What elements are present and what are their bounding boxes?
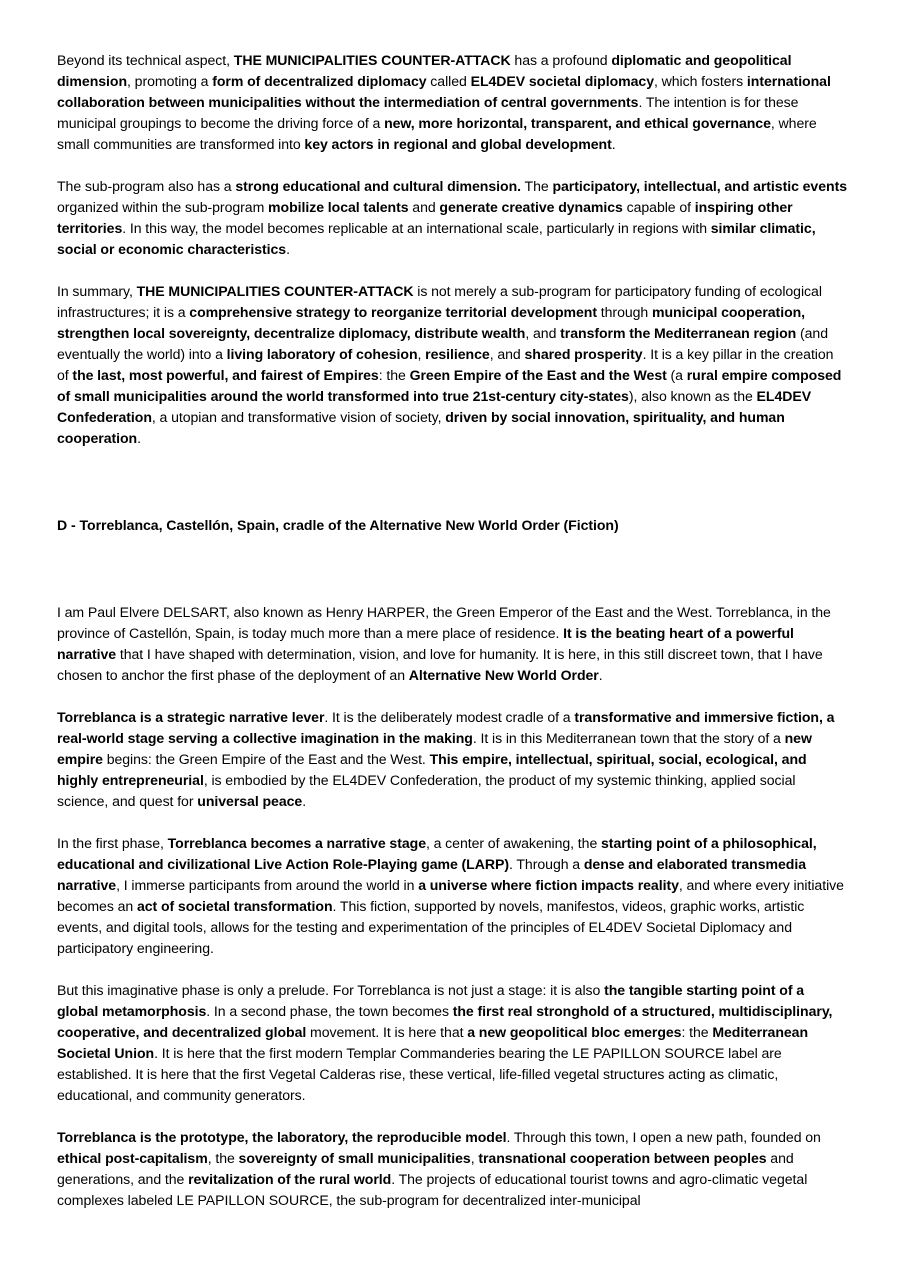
text-run: , bbox=[417, 346, 426, 362]
text-run: In the first phase, bbox=[57, 835, 168, 851]
emphasis-run: starting point of a philosophical, educational and civilizational Live Action Role-Playing game (LARP) bbox=[57, 835, 817, 872]
paragraph-diplomatic-dimension bbox=[57, 50, 848, 155]
text-run: through bbox=[597, 304, 652, 320]
text-run: . It is in this Mediterranean town that the story of a bbox=[472, 730, 785, 746]
emphasis-run: international collaboration between municipalities without the intermediation of central governments bbox=[57, 73, 831, 110]
spacer-after-section-heading bbox=[57, 536, 848, 602]
text-run: , and bbox=[525, 325, 561, 341]
text-run: . Through this town, I open a new path, founded on bbox=[506, 1129, 821, 1145]
text-run: , a utopian and transformative vision of society, bbox=[151, 409, 446, 425]
document-body bbox=[57, 50, 848, 1211]
emphasis-run: living laboratory of cohesion bbox=[226, 346, 418, 362]
emphasis-run: transformative and immersive fiction, a real-world stage serving a collective imagination in the making bbox=[57, 709, 835, 746]
text-run: begins: the Green Empire of the East and the West. bbox=[102, 751, 430, 767]
emphasis-run: Torreblanca becomes a narrative stage bbox=[167, 835, 426, 851]
emphasis-run: THE MUNICIPALITIES COUNTER-ATTACK bbox=[136, 283, 414, 299]
emphasis-run: mobilize local talents bbox=[268, 199, 409, 215]
text-run: But this imaginative phase is only a prelude. For Torreblanca is not just a stage: it is also bbox=[57, 982, 605, 998]
emphasis-run: comprehensive strategy to reorganize territorial development bbox=[189, 304, 597, 320]
text-run: , the bbox=[207, 1150, 239, 1166]
emphasis-run: dense and elaborated transmedia narrative bbox=[57, 856, 807, 893]
emphasis-run: generate creative dynamics bbox=[439, 199, 623, 215]
text-run: , where small communities are transformed into bbox=[57, 115, 817, 152]
text-run: . bbox=[611, 136, 616, 152]
emphasis-run: This empire, intellectual, spiritual, social, ecological, and highly entrepreneurial bbox=[57, 751, 807, 788]
text-run: ), also known as the bbox=[628, 388, 757, 404]
emphasis-run: shared prosperity bbox=[524, 346, 643, 362]
emphasis-run: a new geopolitical bloc emerges bbox=[467, 1024, 682, 1040]
emphasis-run: similar climatic, social or economic characteristics bbox=[57, 220, 816, 257]
emphasis-run: universal peace bbox=[197, 793, 303, 809]
emphasis-run: the tangible starting point of a global metamorphosis bbox=[57, 982, 805, 1019]
text-run: I am Paul Elvere DELSART, also known as Henry HARPER, the Green Emperor of the East and the West. Torreblanca, in the province of Castellón, Spain, is today much more than a mere place of residence. bbox=[57, 604, 831, 641]
text-run: . It is here that the first modern Templar Commanderies bearing the LE PAPILLON SOURCE label are established. It is here that the first Vegetal Calderas rise, these vertical, life-filled vegetal structures acting as climatic, educational, and community generators. bbox=[57, 1045, 782, 1103]
text-run: , promoting a bbox=[127, 73, 213, 89]
text-run: . The intention is for these municipal groupings to become the driving force of a bbox=[57, 94, 799, 131]
paragraph-paul-elvere-delsart bbox=[57, 602, 848, 686]
emphasis-run: ethical post-capitalism bbox=[57, 1150, 208, 1166]
emphasis-run: Torreblanca is the prototype, the laboratory, the reproducible model bbox=[57, 1129, 507, 1145]
text-run: In summary, bbox=[57, 283, 137, 299]
emphasis-run: the last, most powerful, and fairest of Empires bbox=[72, 367, 379, 383]
emphasis-run: key actors in regional and global development bbox=[304, 136, 612, 152]
text-run: (a bbox=[666, 367, 687, 383]
text-run: is not merely a sub-program for participatory funding of ecological infrastructures; it is a bbox=[57, 283, 822, 320]
emphasis-run: resilience bbox=[425, 346, 490, 362]
text-run: that I have shaped with determination, vision, and love for humanity. It is here, in this still discreet town, that I have chosen to anchor the first phase of the deployment of an bbox=[57, 646, 823, 683]
emphasis-run: strong educational and cultural dimension. bbox=[235, 178, 522, 194]
text-run: , which fosters bbox=[654, 73, 747, 89]
emphasis-run: participatory, intellectual, and artistic events bbox=[552, 178, 848, 194]
emphasis-run: the first real stronghold of a structured, multidisciplinary, cooperative, and decentralized global bbox=[57, 1003, 833, 1040]
emphasis-run: rural empire composed of small municipalities around the world transformed into true 21st-century city-states bbox=[57, 367, 842, 404]
text-run: capable of bbox=[622, 199, 695, 215]
text-run: called bbox=[426, 73, 471, 89]
emphasis-run: Alternative New World Order bbox=[408, 667, 599, 683]
text-run: . This fiction, supported by novels, manifestos, videos, graphic works, artistic events, and digital tools, allows for the testing and experimentation of the principles of EL4DEV Societal Diplomacy and participatory engineering. bbox=[57, 898, 805, 956]
emphasis-run: EL4DEV Confederation bbox=[57, 388, 812, 425]
paragraph-summary-strategy bbox=[57, 281, 848, 449]
paragraph-strategic-narrative-lever bbox=[57, 707, 848, 812]
emphasis-run: Torreblanca is a strategic narrative lever bbox=[57, 709, 325, 725]
emphasis-run: driven by social innovation, spirituality, and human cooperation bbox=[57, 409, 785, 446]
text-run: . Through a bbox=[509, 856, 584, 872]
text-run: : the bbox=[681, 1024, 713, 1040]
text-run: , is embodied by the EL4DEV Confederation, the product of my systemic thinking, applied social science, and quest for bbox=[57, 772, 796, 809]
emphasis-run: diplomatic and geopolitical dimension bbox=[57, 52, 792, 89]
paragraph-first-phase-larp bbox=[57, 833, 848, 959]
text-run: , and bbox=[489, 346, 525, 362]
paragraph-global-metamorphosis bbox=[57, 980, 848, 1106]
text-run: Beyond its technical aspect, bbox=[57, 52, 234, 68]
emphasis-run: transnational cooperation between peoples bbox=[478, 1150, 767, 1166]
emphasis-run: inspiring other territories bbox=[57, 199, 793, 236]
text-run: . In this way, the model becomes replicable at an international scale, particularly in regions with bbox=[122, 220, 711, 236]
text-run: The sub-program also has a bbox=[57, 178, 236, 194]
paragraph-prototype-laboratory bbox=[57, 1127, 848, 1211]
emphasis-run: revitalization of the rural world bbox=[188, 1171, 392, 1187]
emphasis-run: municipal cooperation, strengthen local sovereignty, decentralize diplomacy, distribute wealth bbox=[57, 304, 806, 341]
emphasis-run: THE MUNICIPALITIES COUNTER-ATTACK bbox=[233, 52, 511, 68]
text-run: . bbox=[302, 793, 307, 809]
spacer-before-section-heading bbox=[57, 470, 848, 515]
emphasis-run: form of decentralized diplomacy bbox=[212, 73, 427, 89]
emphasis-run: Mediterranean Societal Union bbox=[57, 1024, 809, 1061]
emphasis-run: a universe where fiction impacts reality bbox=[418, 877, 679, 893]
emphasis-run: EL4DEV societal diplomacy bbox=[470, 73, 654, 89]
emphasis-run: It is the beating heart of a powerful narrative bbox=[57, 625, 794, 662]
text-run: has a profound bbox=[510, 52, 612, 68]
text-run: , a center of awakening, the bbox=[425, 835, 602, 851]
section-heading-torreblanca: D - Torreblanca, Castellón, Spain, cradle of the Alternative New World Order (Fiction) bbox=[57, 517, 619, 533]
emphasis-run: new, more horizontal, transparent, and ethical governance bbox=[384, 115, 771, 131]
emphasis-run: sovereignty of small municipalities bbox=[238, 1150, 471, 1166]
text-run: (and eventually the world) into a bbox=[57, 325, 828, 362]
text-run: movement. It is here that bbox=[306, 1024, 468, 1040]
text-run: : the bbox=[378, 367, 410, 383]
text-run: . bbox=[598, 667, 603, 683]
text-run: , and where every initiative becomes an bbox=[57, 877, 844, 914]
paragraph-educational-cultural bbox=[57, 176, 848, 260]
text-run: . It is a key pillar in the creation of bbox=[57, 346, 834, 383]
text-run: and generations, and the bbox=[57, 1150, 794, 1187]
text-run: . The projects of educational tourist towns and agro-climatic vegetal complexes labeled LE PAPILLON SOURCE, the sub-program for decentralized inter-municipal bbox=[57, 1171, 808, 1208]
text-run: and bbox=[408, 199, 440, 215]
emphasis-run: act of societal transformation bbox=[136, 898, 333, 914]
text-run: organized within the sub-program bbox=[57, 199, 269, 215]
emphasis-run: Green Empire of the East and the West bbox=[409, 367, 667, 383]
text-run: , I immerse participants from around the world in bbox=[116, 877, 419, 893]
emphasis-run: transform the Mediterranean region bbox=[560, 325, 797, 341]
text-run: . In a second phase, the town becomes bbox=[206, 1003, 453, 1019]
text-run: . bbox=[137, 430, 141, 446]
text-run: The bbox=[521, 178, 553, 194]
emphasis-run: new empire bbox=[57, 730, 812, 767]
text-run: . bbox=[286, 241, 290, 257]
text-run: . It is the deliberately modest cradle of a bbox=[324, 709, 575, 725]
text-run: , bbox=[470, 1150, 479, 1166]
